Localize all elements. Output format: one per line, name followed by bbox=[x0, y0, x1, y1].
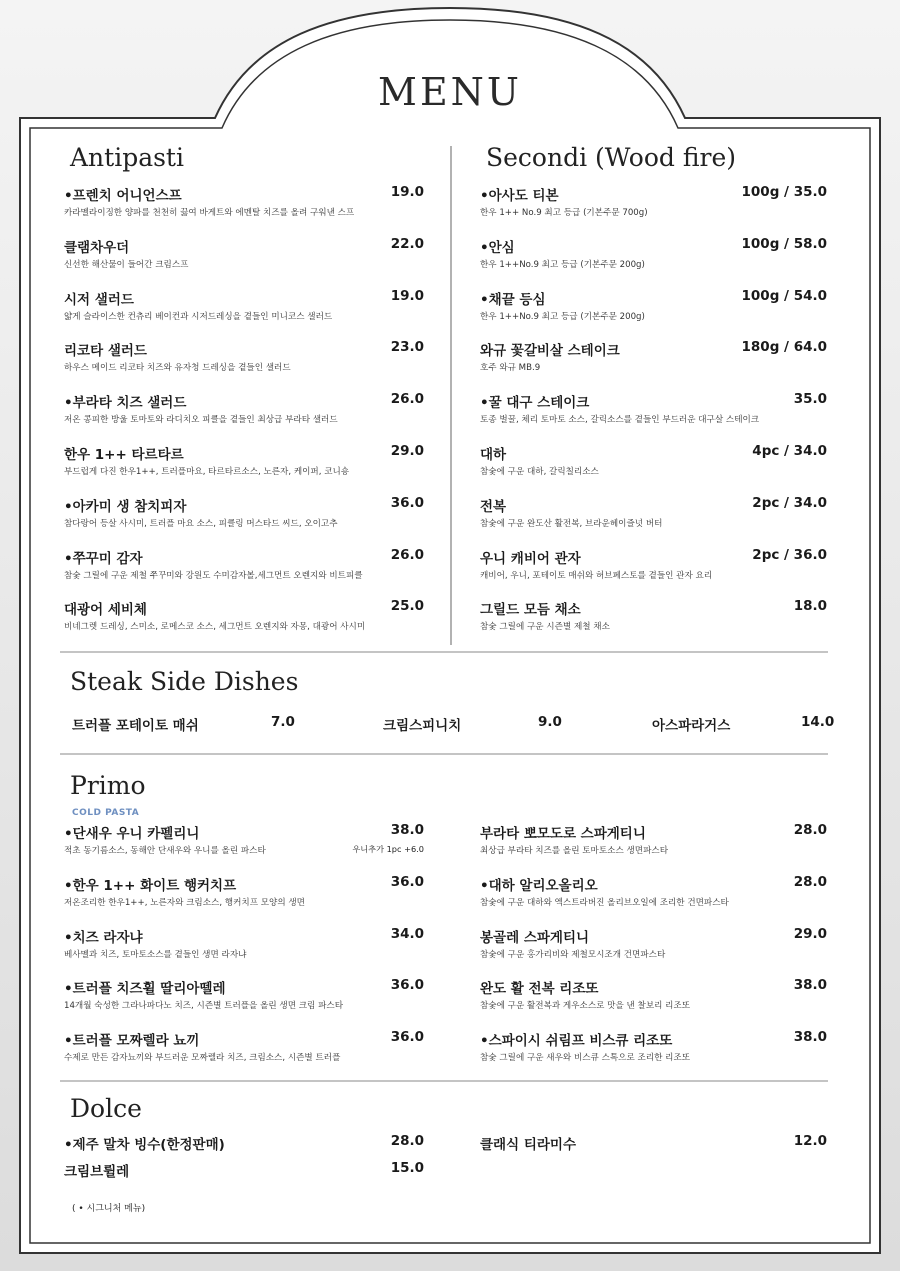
menu-item-price: 25.0 bbox=[390, 598, 424, 615]
menu-item-price: 180g / 64.0 bbox=[741, 339, 827, 356]
menu-item-description: 토종 벌꿀, 체리 토마토 소스, 갈릭소스를 곁들인 부드러운 대구살 스테이크 bbox=[480, 415, 760, 426]
side-item-name: 트러플 포테이토 매쉬 bbox=[72, 718, 199, 734]
menu-item-price: 19.0 bbox=[390, 184, 424, 200]
menu-item-name: •단새우 우니 카펠리니 bbox=[64, 826, 200, 842]
menu-item-description: 참숯에 구운 대하, 갈릭칠리소스 bbox=[480, 467, 599, 477]
menu-item-name: 우니 캐비어 관자 bbox=[480, 550, 581, 567]
signature-footnote: ( • 시그니처 메뉴) bbox=[72, 1204, 146, 1214]
menu-item-description: 부드럽게 다진 한우1++, 트러플마요, 타르타르소스, 노른자, 케이퍼, 코니숑 bbox=[64, 467, 350, 477]
menu-item-price: 22.0 bbox=[390, 235, 424, 252]
menu-item-price: 36.0 bbox=[390, 977, 424, 994]
menu-item-price: 19.0 bbox=[390, 287, 424, 304]
menu-item-description: 저온조리한 한우1++, 노른자와 크림소스, 행커치프 모양의 생면 bbox=[64, 897, 305, 908]
menu-item-price: 36.0 bbox=[390, 873, 424, 890]
menu-item-description: 얇게 슬라이스한 컨츄리 베이컨과 시저드레싱을 곁들인 미니코스 샐러드 bbox=[64, 311, 333, 322]
menu-item-description: 참숯 그릴에 구운 새우와 비스큐 스톡으로 조리한 리조또 bbox=[480, 1053, 691, 1064]
menu-item-price: 38.0 bbox=[793, 977, 827, 994]
menu-item-name: 크림브륄레 bbox=[64, 1164, 130, 1180]
primo-title: Primo bbox=[70, 771, 146, 800]
menu-item bbox=[64, 977, 424, 1013]
sides-title: Steak Side Dishes bbox=[70, 667, 299, 696]
side-item-price: 9.0 bbox=[538, 714, 562, 730]
menu-item-price: 36.0 bbox=[390, 1029, 424, 1046]
menu-item bbox=[480, 495, 827, 531]
menu-item-name: 클램차우더 bbox=[64, 239, 130, 256]
menu-item-description: 베사멜과 치즈, 토마토소스를 곁들인 생면 라자냐 bbox=[64, 949, 247, 960]
menu-item bbox=[480, 977, 827, 1013]
menu-title: MENU bbox=[378, 70, 522, 114]
side-item-price: 14.0 bbox=[801, 714, 835, 730]
menu-item-price: 2pc / 36.0 bbox=[752, 546, 827, 563]
menu-item-price: 28.0 bbox=[390, 1133, 424, 1149]
antipasti-title: Antipasti bbox=[70, 143, 184, 172]
menu-item-description: 하우스 메이드 리코타 치즈와 유자청 드레싱을 곁들인 샐러드 bbox=[64, 363, 291, 374]
menu-item bbox=[480, 874, 827, 910]
menu-item-name: •아사도 티본 bbox=[480, 188, 559, 204]
menu-item-description: 카라멜라이징한 양파를 천천히 끓여 바게트와 에멘탈 치즈를 올려 구워낸 스프 bbox=[64, 208, 355, 218]
menu-item-description: 참숯에 구운 대하와 엑스트라버진 올리브오일에 조리한 건면파스타 bbox=[480, 897, 729, 908]
menu-item bbox=[64, 1160, 424, 1196]
menu-item bbox=[64, 1029, 424, 1065]
menu-item-name: 와규 꽃갈비살 스테이크 bbox=[480, 343, 620, 360]
menu-item-note: 우니추가 1pc +6.0 bbox=[352, 844, 424, 854]
menu-item-name: •치즈 라자냐 bbox=[64, 929, 143, 946]
menu-item bbox=[480, 184, 827, 220]
menu-item-name: •한우 1++ 화이트 행커치프 bbox=[64, 877, 237, 894]
menu-item bbox=[64, 874, 424, 910]
menu-item-description: 한우 1++ No.9 최고 등급 (기본주문 700g) bbox=[480, 208, 648, 218]
menu-item bbox=[480, 822, 827, 858]
menu-item-price: 26.0 bbox=[390, 546, 424, 563]
menu-item-name: •스파이시 쉬림프 비스큐 리조또 bbox=[480, 1033, 673, 1050]
menu-item-description: 참숯 그릴에 구운 시즌별 제철 채소 bbox=[480, 622, 610, 633]
menu-item-price: 38.0 bbox=[390, 822, 424, 838]
menu-item-price: 100g / 58.0 bbox=[741, 235, 827, 252]
menu-item-name: •쭈꾸미 감자 bbox=[64, 550, 143, 567]
menu-item-description: 최상급 부라타 치즈를 올린 토마토소스 생면파스타 bbox=[480, 846, 668, 856]
menu-item-description: 적초 동기름소스, 동해안 단새우와 우니를 올린 파스타 bbox=[64, 846, 266, 856]
menu-item-price: 23.0 bbox=[390, 339, 424, 356]
menu-item-name: 봉골레 스파게티니 bbox=[480, 929, 590, 946]
menu-item bbox=[480, 288, 827, 324]
menu-item-name: •프렌치 어니언스프 bbox=[64, 188, 182, 204]
menu-item-description: 14개월 숙성한 그라나파다노 치즈, 시즌별 트러플을 올린 생면 크림 파스타 bbox=[64, 1001, 343, 1012]
menu-item-price: 100g / 54.0 bbox=[741, 287, 827, 304]
menu-item-name: 대광어 세비체 bbox=[64, 602, 147, 619]
menu-item-price: 29.0 bbox=[390, 443, 424, 459]
menu-item-price: 29.0 bbox=[793, 925, 827, 942]
side-item-name: 크림스피니치 bbox=[383, 718, 462, 734]
menu-item bbox=[64, 822, 424, 858]
menu-item-price: 38.0 bbox=[793, 1029, 827, 1046]
side-item-price: 7.0 bbox=[271, 714, 295, 730]
menu-item-price: 36.0 bbox=[390, 494, 424, 511]
menu-item-name: 전복 bbox=[480, 498, 507, 515]
menu-item-price: 12.0 bbox=[793, 1133, 827, 1149]
menu-item bbox=[64, 443, 424, 479]
menu-item-name: 대하 bbox=[480, 447, 507, 463]
menu-item-price: 4pc / 34.0 bbox=[752, 443, 827, 459]
menu-item bbox=[480, 547, 827, 583]
menu-item-description: 호주 와규 MB.9 bbox=[480, 363, 541, 374]
menu-item-name: •부라타 치즈 샐러드 bbox=[64, 395, 187, 412]
menu-item-name: 클래식 티라미수 bbox=[480, 1137, 576, 1153]
menu-item bbox=[64, 926, 424, 962]
menu-item bbox=[64, 547, 424, 583]
menu-item bbox=[64, 288, 424, 324]
menu-item bbox=[64, 391, 424, 427]
menu-item-name: 그릴드 모듬 채소 bbox=[480, 602, 581, 619]
menu-item-description: 비네그렛 드레싱, 스미소, 로메스코 소스, 세그먼트 오렌지와 자몽, 대광어 사시미 bbox=[64, 622, 366, 633]
side-item-name: 아스파라거스 bbox=[652, 718, 731, 734]
menu-item bbox=[64, 339, 424, 375]
menu-item-description: 참다랑어 등살 사시미, 트러플 마요 소스, 피클링 머스타드 씨드, 오이고추 bbox=[64, 518, 338, 529]
menu-item-name: •트러플 치즈휠 딸리아뗄레 bbox=[64, 981, 226, 998]
menu-item-description: 수제로 만든 감자뇨끼와 부드러운 모짜렐라 치즈, 크림소스, 시즌별 트러플 bbox=[64, 1053, 341, 1064]
menu-item-description: 신선한 해산물이 들어간 크림스프 bbox=[64, 259, 189, 270]
menu-item bbox=[480, 391, 827, 427]
menu-item-name: •대하 알리오올리오 bbox=[480, 877, 598, 894]
menu-item-description: 참숯에 구운 홍가리비와 제철모시조개 건면파스타 bbox=[480, 949, 666, 960]
menu-item bbox=[480, 236, 827, 272]
menu-item-price: 100g / 35.0 bbox=[741, 184, 827, 200]
menu-item-name: 완도 활 전복 리조또 bbox=[480, 981, 599, 998]
menu-item-name: 한우 1++ 타르타르 bbox=[64, 447, 184, 463]
menu-item bbox=[64, 184, 424, 220]
menu-item-description: 참숯 그릴에 구운 제철 쭈꾸미와 강원도 수미감자볼,세그먼트 오렌지와 비트피클 bbox=[64, 570, 363, 581]
menu-item-price: 34.0 bbox=[390, 925, 424, 942]
menu-item-name: •안심 bbox=[480, 239, 515, 256]
menu-item bbox=[480, 1133, 827, 1153]
menu-item bbox=[480, 339, 827, 375]
menu-item-description: 한우 1++No.9 최고 등급 (기본주문 200g) bbox=[480, 311, 645, 322]
menu-item-price: 15.0 bbox=[390, 1160, 424, 1176]
menu-item bbox=[480, 1029, 827, 1065]
menu-item-description: 참숯에 구운 활전복과 게우소스로 맛을 낸 찰보리 리조또 bbox=[480, 1001, 691, 1012]
menu-item-name: 리코타 샐러드 bbox=[64, 343, 147, 360]
menu-item-description: 저온 콩피한 방울 토마토와 라디치오 피클을 곁들인 최상급 부라타 샐러드 bbox=[64, 415, 338, 426]
menu-item-price: 35.0 bbox=[793, 391, 827, 408]
menu-item bbox=[480, 926, 827, 962]
menu-item-name: 부라타 뽀모도로 스파게티니 bbox=[480, 826, 646, 842]
menu-item bbox=[64, 495, 424, 531]
menu-item bbox=[480, 443, 827, 479]
menu-item-price: 18.0 bbox=[793, 598, 827, 615]
menu-item bbox=[480, 598, 827, 634]
menu-item-description: 한우 1++No.9 최고 등급 (기본주문 200g) bbox=[480, 259, 645, 270]
menu-item bbox=[64, 236, 424, 272]
menu-item-name: •채끝 등심 bbox=[480, 291, 546, 308]
menu-item-price: 2pc / 34.0 bbox=[752, 494, 827, 511]
menu-item-name: •트러플 모짜렐라 뇨끼 bbox=[64, 1033, 200, 1050]
menu-item-name: 시저 샐러드 bbox=[64, 291, 134, 308]
menu-item-description: 캐비어, 우니, 포테이토 매쉬와 허브페스토를 곁들인 관자 요리 bbox=[480, 570, 713, 581]
menu-item-price: 28.0 bbox=[793, 873, 827, 890]
menu-item-name: •꿀 대구 스테이크 bbox=[480, 395, 590, 412]
cold-pasta-label: COLD PASTA bbox=[72, 808, 140, 818]
menu-item-name: •아카미 생 참치피자 bbox=[64, 498, 187, 515]
menu-item-price: 28.0 bbox=[793, 822, 827, 838]
menu-item-price: 26.0 bbox=[390, 391, 424, 408]
menu-item-description: 참숯에 구운 완도산 활전복, 브라운헤이즐넛 버터 bbox=[480, 518, 663, 529]
secondi-title: Secondi (Wood fire) bbox=[486, 143, 736, 172]
menu-item bbox=[64, 598, 424, 634]
dolce-title: Dolce bbox=[70, 1094, 142, 1123]
menu-item-name: •제주 말차 빙수(한정판매) bbox=[64, 1137, 225, 1153]
